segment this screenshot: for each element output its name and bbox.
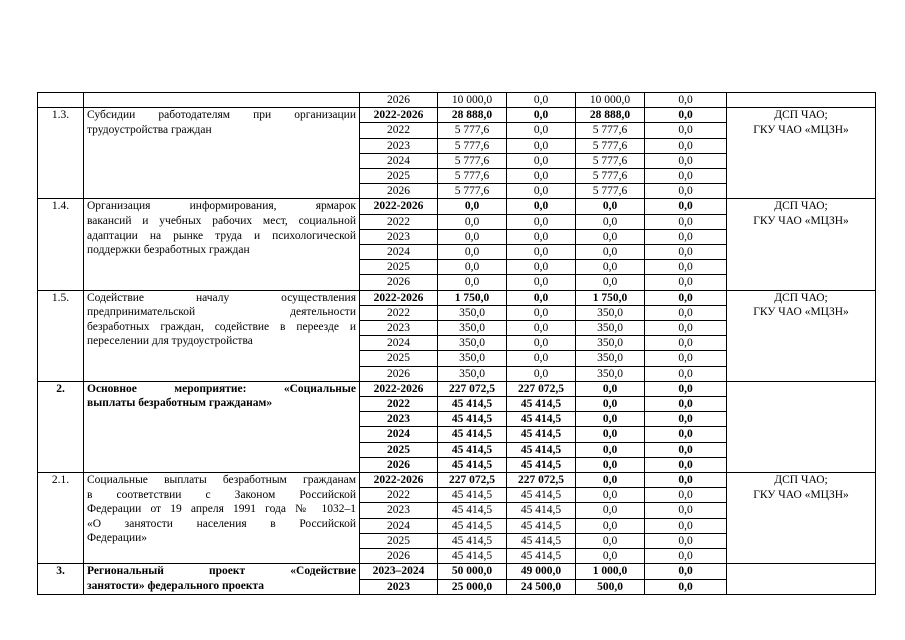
other-sources-cell: 0,0 xyxy=(645,199,727,214)
year-cell: 2024 xyxy=(360,518,438,533)
total-cell: 350,0 xyxy=(438,305,507,320)
federal-budget-cell: 0,0 xyxy=(507,321,576,336)
row-number-cell: 1.5. xyxy=(38,290,84,381)
other-sources-cell: 0,0 xyxy=(645,169,727,184)
federal-budget-cell: 45 414,5 xyxy=(507,518,576,533)
responsible-cell xyxy=(727,473,876,564)
federal-budget-cell: 0,0 xyxy=(507,351,576,366)
year-cell: 2023 xyxy=(360,579,438,594)
other-sources-cell: 0,0 xyxy=(645,503,727,518)
federal-budget-cell: 0,0 xyxy=(507,214,576,229)
other-sources-cell: 0,0 xyxy=(645,351,727,366)
activity-name-line: Федерации от 19 апреля 1991 года № 1032–1 xyxy=(87,503,356,516)
federal-budget-cell: 45 414,5 xyxy=(507,427,576,442)
year-cell: 2023–2024 xyxy=(360,564,438,579)
year-cell: 2025 xyxy=(360,351,438,366)
regional-budget-cell: 350,0 xyxy=(576,336,645,351)
table-row xyxy=(38,290,876,305)
other-sources-cell: 0,0 xyxy=(645,229,727,244)
total-cell: 45 414,5 xyxy=(438,518,507,533)
total-cell: 350,0 xyxy=(438,336,507,351)
federal-budget-cell: 0,0 xyxy=(507,290,576,305)
other-sources-cell: 0,0 xyxy=(645,457,727,472)
activity-name-cell xyxy=(84,199,360,290)
other-sources-cell: 0,0 xyxy=(645,275,727,290)
total-cell: 45 414,5 xyxy=(438,427,507,442)
federal-budget-cell: 227 072,5 xyxy=(507,381,576,396)
year-cell: 2022 xyxy=(360,214,438,229)
activity-name-line: адаптации на рынке труда и психологической xyxy=(87,229,356,242)
regional-budget-cell: 350,0 xyxy=(576,321,645,336)
year-cell: 2022-2026 xyxy=(360,108,438,123)
federal-budget-cell: 0,0 xyxy=(507,229,576,244)
federal-budget-cell: 45 414,5 xyxy=(507,533,576,548)
responsible-line: ДСП ЧАО; xyxy=(774,291,828,304)
regional-budget-cell: 0,0 xyxy=(576,199,645,214)
year-cell: 2026 xyxy=(360,366,438,381)
total-cell: 45 414,5 xyxy=(438,397,507,412)
regional-budget-cell: 5 777,6 xyxy=(576,169,645,184)
regional-budget-cell: 0,0 xyxy=(576,260,645,275)
year-cell: 2024 xyxy=(360,336,438,351)
other-sources-cell: 0,0 xyxy=(645,442,727,457)
activity-name-cell xyxy=(84,290,360,381)
other-sources-cell: 0,0 xyxy=(645,245,727,260)
responsible-line: ГКУ ЧАО «МЦЗН» xyxy=(753,215,849,228)
year-cell: 2022 xyxy=(360,488,438,503)
other-sources-cell: 0,0 xyxy=(645,381,727,396)
other-sources-cell: 0,0 xyxy=(645,93,727,108)
total-cell: 25 000,0 xyxy=(438,579,507,594)
other-sources-cell: 0,0 xyxy=(645,336,727,351)
federal-budget-cell: 45 414,5 xyxy=(507,488,576,503)
budget-table xyxy=(37,92,876,595)
table-row xyxy=(38,564,876,579)
total-cell: 5 777,6 xyxy=(438,153,507,168)
federal-budget-cell: 0,0 xyxy=(507,93,576,108)
activity-name-line: занятости» федерального проекта xyxy=(87,579,265,592)
other-sources-cell: 0,0 xyxy=(645,518,727,533)
federal-budget-cell: 0,0 xyxy=(507,245,576,260)
year-cell: 2022-2026 xyxy=(360,199,438,214)
other-sources-cell: 0,0 xyxy=(645,321,727,336)
table-row xyxy=(38,381,876,396)
total-cell: 0,0 xyxy=(438,275,507,290)
federal-budget-cell: 0,0 xyxy=(507,108,576,123)
total-cell: 45 414,5 xyxy=(438,488,507,503)
regional-budget-cell: 0,0 xyxy=(576,533,645,548)
federal-budget-cell: 45 414,5 xyxy=(507,442,576,457)
activity-name-line: Социальные выплаты безработным гражданам xyxy=(87,474,356,487)
activity-name-line: в соответствии с Законом Российской xyxy=(87,488,356,501)
activity-name-line: Федерации» xyxy=(87,532,148,545)
other-sources-cell: 0,0 xyxy=(645,533,727,548)
year-cell: 2022-2026 xyxy=(360,290,438,305)
activity-name-line: Содействие началу осуществления xyxy=(87,291,356,304)
federal-budget-cell: 0,0 xyxy=(507,153,576,168)
table-body xyxy=(38,93,876,595)
federal-budget-cell: 0,0 xyxy=(507,123,576,138)
responsible-cell xyxy=(727,199,876,290)
total-cell: 45 414,5 xyxy=(438,533,507,548)
regional-budget-cell: 5 777,6 xyxy=(576,138,645,153)
row-number-cell: 2.1. xyxy=(38,473,84,564)
federal-budget-cell: 0,0 xyxy=(507,199,576,214)
year-cell: 2025 xyxy=(360,442,438,457)
regional-budget-cell: 1 750,0 xyxy=(576,290,645,305)
federal-budget-cell: 0,0 xyxy=(507,336,576,351)
federal-budget-cell: 24 500,0 xyxy=(507,579,576,594)
other-sources-cell: 0,0 xyxy=(645,366,727,381)
year-cell: 2022-2026 xyxy=(360,473,438,488)
regional-budget-cell: 28 888,0 xyxy=(576,108,645,123)
activity-name-line: трудоустройства граждан xyxy=(87,123,212,136)
responsible-line: ГКУ ЧАО «МЦЗН» xyxy=(753,306,849,319)
regional-budget-cell: 0,0 xyxy=(576,245,645,260)
responsible-line: ГКУ ЧАО «МЦЗН» xyxy=(753,488,849,501)
federal-budget-cell: 0,0 xyxy=(507,169,576,184)
responsible-line: ДСП ЧАО; xyxy=(774,109,828,122)
total-cell: 227 072,5 xyxy=(438,473,507,488)
other-sources-cell: 0,0 xyxy=(645,184,727,199)
other-sources-cell: 0,0 xyxy=(645,579,727,594)
other-sources-cell: 0,0 xyxy=(645,473,727,488)
total-cell: 28 888,0 xyxy=(438,108,507,123)
federal-budget-cell: 0,0 xyxy=(507,305,576,320)
total-cell: 227 072,5 xyxy=(438,381,507,396)
activity-name-cell xyxy=(84,473,360,564)
year-cell: 2023 xyxy=(360,321,438,336)
row-number-cell: 1.4. xyxy=(38,199,84,290)
activity-name-line: Основное мероприятие: «Социальные xyxy=(87,382,356,395)
regional-budget-cell: 0,0 xyxy=(576,503,645,518)
total-cell: 45 414,5 xyxy=(438,549,507,564)
year-cell: 2025 xyxy=(360,260,438,275)
federal-budget-cell: 45 414,5 xyxy=(507,457,576,472)
regional-budget-cell: 0,0 xyxy=(576,549,645,564)
regional-budget-cell: 0,0 xyxy=(576,275,645,290)
year-cell: 2026 xyxy=(360,93,438,108)
activity-name-cell xyxy=(84,108,360,199)
activity-name-line: безработных граждан, содействие в переезде и xyxy=(87,320,356,333)
other-sources-cell: 0,0 xyxy=(645,427,727,442)
year-cell: 2024 xyxy=(360,427,438,442)
regional-budget-cell: 5 777,6 xyxy=(576,184,645,199)
regional-budget-cell: 10 000,0 xyxy=(576,93,645,108)
regional-budget-cell: 1 000,0 xyxy=(576,564,645,579)
regional-budget-cell: 500,0 xyxy=(576,579,645,594)
other-sources-cell: 0,0 xyxy=(645,412,727,427)
year-cell: 2024 xyxy=(360,245,438,260)
other-sources-cell: 0,0 xyxy=(645,564,727,579)
total-cell: 0,0 xyxy=(438,199,507,214)
other-sources-cell: 0,0 xyxy=(645,488,727,503)
row-number-cell: 2. xyxy=(38,381,84,472)
federal-budget-cell: 0,0 xyxy=(507,260,576,275)
responsible-cell xyxy=(727,381,876,472)
total-cell: 0,0 xyxy=(438,214,507,229)
total-cell: 5 777,6 xyxy=(438,138,507,153)
federal-budget-cell: 0,0 xyxy=(507,138,576,153)
activity-name-line: Субсидии работодателям при организации xyxy=(87,109,356,122)
table-row xyxy=(38,93,876,108)
other-sources-cell: 0,0 xyxy=(645,123,727,138)
other-sources-cell: 0,0 xyxy=(645,214,727,229)
regional-budget-cell: 0,0 xyxy=(576,488,645,503)
federal-budget-cell: 45 414,5 xyxy=(507,397,576,412)
activity-name-line: поддержки безработных граждан xyxy=(87,244,250,257)
regional-budget-cell: 0,0 xyxy=(576,442,645,457)
responsible-cell xyxy=(727,564,876,594)
activity-name-cell xyxy=(84,564,360,594)
total-cell: 350,0 xyxy=(438,366,507,381)
year-cell: 2026 xyxy=(360,275,438,290)
year-cell: 2023 xyxy=(360,138,438,153)
other-sources-cell: 0,0 xyxy=(645,138,727,153)
activity-name-line: предпринимательской деятельности xyxy=(87,306,356,319)
activity-name-line: Организация информирования, ярмарок xyxy=(87,200,356,213)
year-cell: 2026 xyxy=(360,549,438,564)
total-cell: 45 414,5 xyxy=(438,442,507,457)
regional-budget-cell: 350,0 xyxy=(576,366,645,381)
year-cell: 2024 xyxy=(360,153,438,168)
responsible-line: ДСП ЧАО; xyxy=(774,200,828,213)
total-cell: 0,0 xyxy=(438,245,507,260)
year-cell: 2022-2026 xyxy=(360,381,438,396)
activity-name-cell xyxy=(84,93,360,108)
total-cell: 5 777,6 xyxy=(438,169,507,184)
other-sources-cell: 0,0 xyxy=(645,153,727,168)
activity-name-cell xyxy=(84,381,360,472)
total-cell: 0,0 xyxy=(438,260,507,275)
responsible-line: ДСП ЧАО; xyxy=(774,474,828,487)
table-row xyxy=(38,473,876,488)
total-cell: 45 414,5 xyxy=(438,503,507,518)
total-cell: 0,0 xyxy=(438,229,507,244)
year-cell: 2023 xyxy=(360,503,438,518)
federal-budget-cell: 0,0 xyxy=(507,184,576,199)
other-sources-cell: 0,0 xyxy=(645,260,727,275)
year-cell: 2022 xyxy=(360,305,438,320)
year-cell: 2026 xyxy=(360,184,438,199)
total-cell: 350,0 xyxy=(438,351,507,366)
activity-name-line: вакансий и учебных рабочих мест, социальной xyxy=(87,215,356,228)
year-cell: 2023 xyxy=(360,412,438,427)
other-sources-cell: 0,0 xyxy=(645,549,727,564)
activity-name-line: переселении для трудоустройства xyxy=(87,335,253,348)
regional-budget-cell: 0,0 xyxy=(576,412,645,427)
activity-name-line: Региональный проект «Содействие xyxy=(87,565,356,578)
federal-budget-cell: 45 414,5 xyxy=(507,503,576,518)
year-cell: 2025 xyxy=(360,169,438,184)
activity-name-line: «О занятости населения в Российской xyxy=(87,517,356,530)
total-cell: 1 750,0 xyxy=(438,290,507,305)
regional-budget-cell: 0,0 xyxy=(576,427,645,442)
federal-budget-cell: 45 414,5 xyxy=(507,549,576,564)
row-number-cell xyxy=(38,93,84,108)
regional-budget-cell: 5 777,6 xyxy=(576,153,645,168)
year-cell: 2025 xyxy=(360,533,438,548)
responsible-line: ГКУ ЧАО «МЦЗН» xyxy=(753,123,849,136)
other-sources-cell: 0,0 xyxy=(645,305,727,320)
year-cell: 2023 xyxy=(360,229,438,244)
total-cell: 45 414,5 xyxy=(438,412,507,427)
regional-budget-cell: 0,0 xyxy=(576,381,645,396)
year-cell: 2022 xyxy=(360,397,438,412)
responsible-cell xyxy=(727,290,876,381)
other-sources-cell: 0,0 xyxy=(645,397,727,412)
regional-budget-cell: 0,0 xyxy=(576,214,645,229)
table-row xyxy=(38,199,876,214)
total-cell: 350,0 xyxy=(438,321,507,336)
table-row xyxy=(38,108,876,123)
regional-budget-cell: 0,0 xyxy=(576,397,645,412)
regional-budget-cell: 350,0 xyxy=(576,305,645,320)
activity-name-line: выплаты безработным гражданам» xyxy=(87,397,273,410)
total-cell: 5 777,6 xyxy=(438,123,507,138)
total-cell: 50 000,0 xyxy=(438,564,507,579)
row-number-cell: 1.3. xyxy=(38,108,84,199)
total-cell: 5 777,6 xyxy=(438,184,507,199)
regional-budget-cell: 0,0 xyxy=(576,229,645,244)
regional-budget-cell: 0,0 xyxy=(576,518,645,533)
federal-budget-cell: 0,0 xyxy=(507,366,576,381)
federal-budget-cell: 0,0 xyxy=(507,275,576,290)
other-sources-cell: 0,0 xyxy=(645,290,727,305)
federal-budget-cell: 49 000,0 xyxy=(507,564,576,579)
regional-budget-cell: 350,0 xyxy=(576,351,645,366)
regional-budget-cell: 5 777,6 xyxy=(576,123,645,138)
responsible-cell xyxy=(727,93,876,108)
responsible-cell xyxy=(727,108,876,199)
total-cell: 10 000,0 xyxy=(438,93,507,108)
other-sources-cell: 0,0 xyxy=(645,108,727,123)
federal-budget-cell: 227 072,5 xyxy=(507,473,576,488)
total-cell: 45 414,5 xyxy=(438,457,507,472)
regional-budget-cell: 0,0 xyxy=(576,457,645,472)
year-cell: 2026 xyxy=(360,457,438,472)
row-number-cell: 3. xyxy=(38,564,84,594)
regional-budget-cell: 0,0 xyxy=(576,473,645,488)
year-cell: 2022 xyxy=(360,123,438,138)
federal-budget-cell: 45 414,5 xyxy=(507,412,576,427)
